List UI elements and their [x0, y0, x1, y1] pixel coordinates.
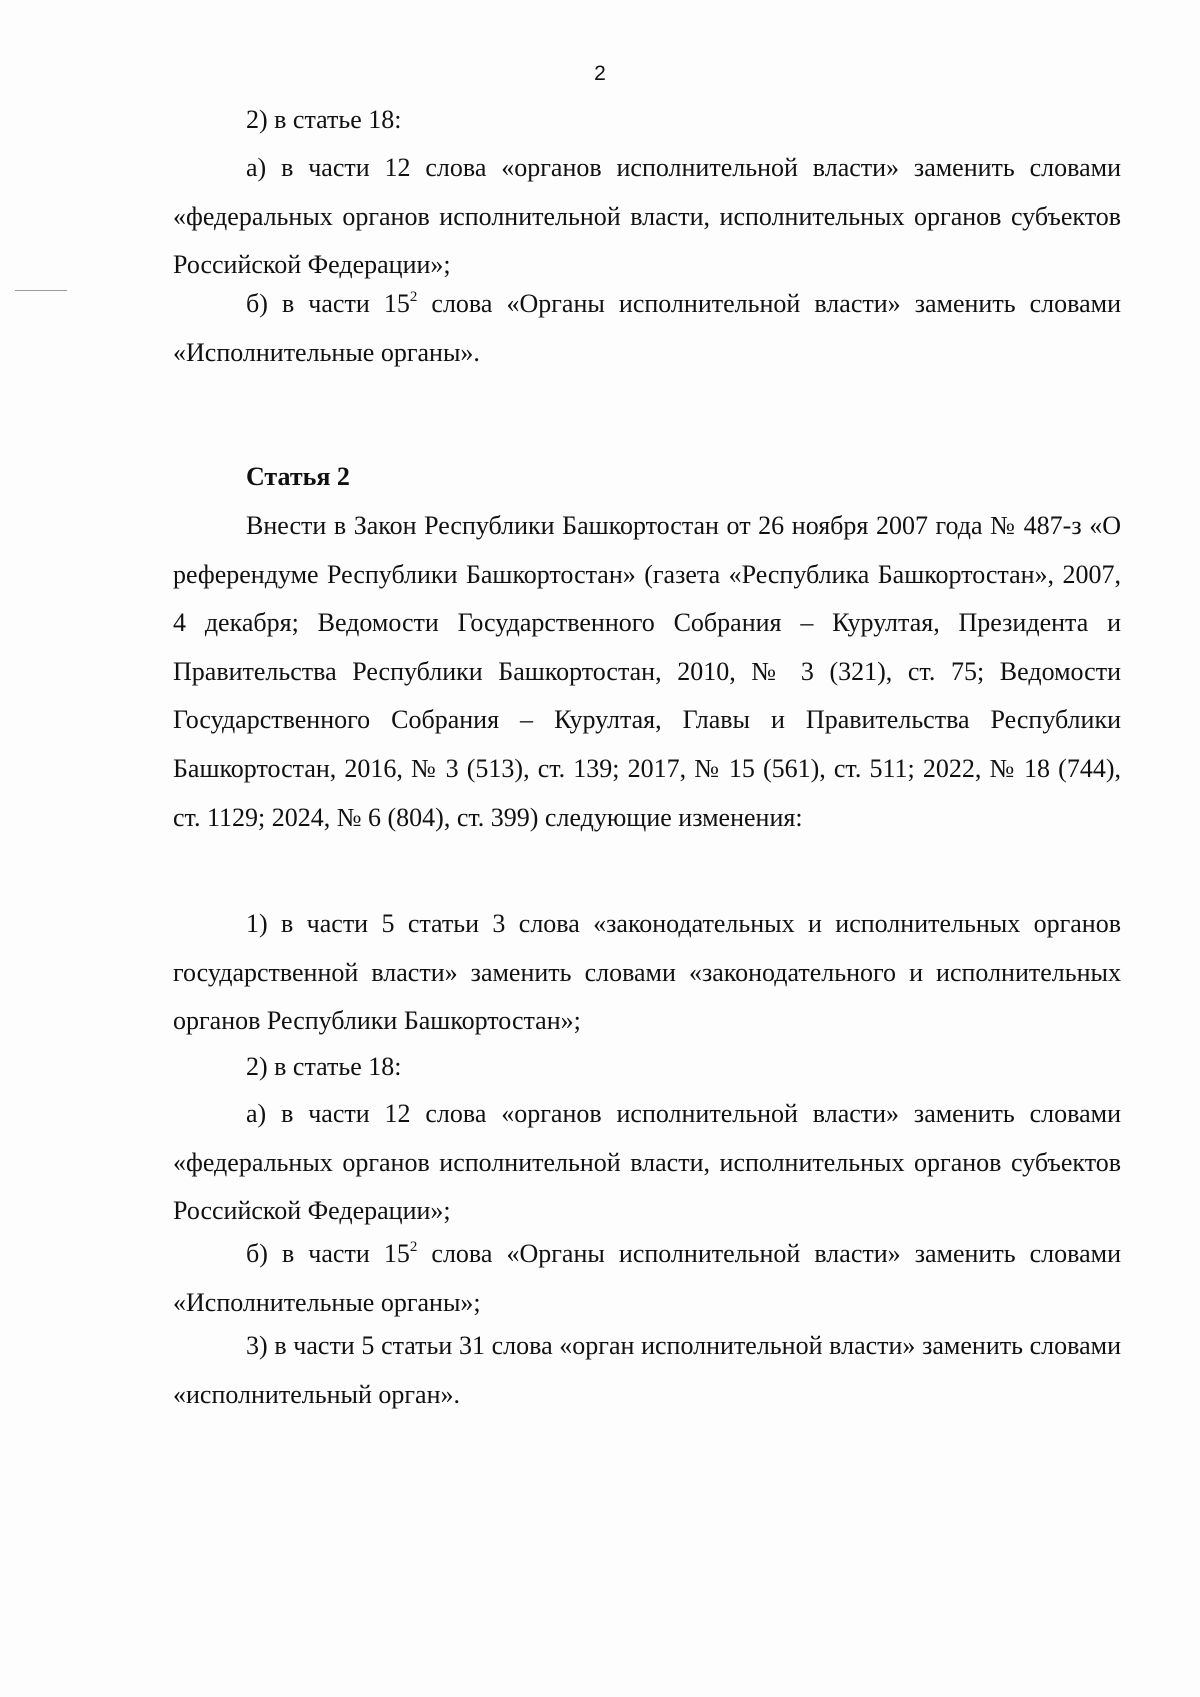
article1-item-2b-before: б) в части 15 [246, 289, 410, 318]
article1-item-2: 2) в статье 18: [246, 105, 402, 134]
article2-item-2b-sup: 2 [409, 1239, 418, 1255]
article2-item-2b-after: слова «Органы исполнительной власти» заменить словами «Исполнительные органы»; [173, 1239, 1121, 1317]
article1-item-2a: а) в части 12 слова «органов исполнительной власти» заменить словами «федеральных органов исполнительной власти, исполнительных органов субъектов Российской Федерации»; [173, 153, 1121, 280]
article2-item-2b [173, 1230, 1121, 1327]
article2-item-3: 3) в части 5 статьи 31 слова «орган исполнительной власти» заменить словами «исполнительный орган». [173, 1331, 1121, 1409]
article2-item-2b-before: б) в части 15 [246, 1239, 410, 1268]
article2-heading: Статья 2 [246, 462, 350, 491]
article1-item-2b [173, 280, 1121, 377]
article2-item-2a: а) в части 12 слова «органов исполнительной власти» заменить словами «федеральных органов исполнительной власти, исполнительных органов субъектов Российской Федерации»; [173, 1099, 1121, 1226]
page-number: 2 [594, 62, 606, 85]
article2-intro: Внести в Закон Республики Башкортостан от 26 ноября 2007 года № 487-з «О референдуме Республики Башкортостан» (газета «Республика Башкортостан», 2007, 4 декабря; Ведомости Государственного Собрания – Курултая, Президента и Правительства Республики Башкортостан, 2010, № 3 (321), ст. 75; Ведомости Государственного Собрания – Курултая, Главы и Правительства Республики Башкортостан, 2016, № 3 (513), ст. 139; 2017, № 15 (561), ст. 511; 2022, № 18 (744), ст. 1129; 2024, № 6 (804), ст. 399) следующие изменения: [173, 511, 1121, 832]
article2-item-2: 2) в статье 18: [246, 1052, 402, 1081]
margin-mark [15, 290, 67, 291]
article1-item-2b-sup: 2 [409, 289, 418, 305]
article2-item-1: 1) в части 5 статьи 3 слова «законодательных и исполнительных органов государственной власти» заменить словами «законодательного и исполнительных органов Республики Башкортостан»; [173, 909, 1121, 1036]
article1-item-2b-after: слова «Органы исполнительной власти» заменить словами «Исполнительные органы». [173, 289, 1121, 367]
